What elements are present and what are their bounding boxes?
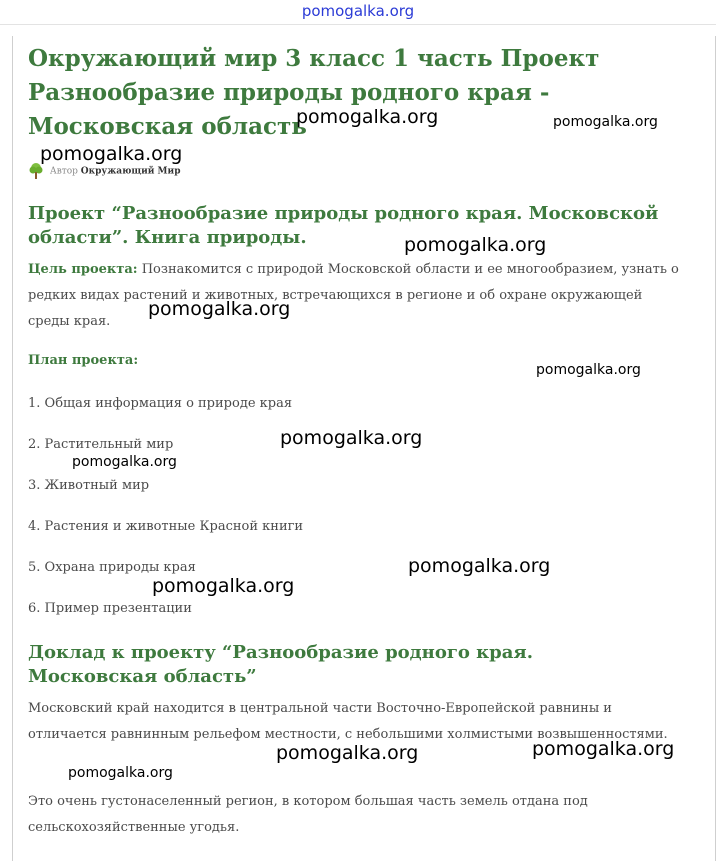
watermark-text: pomogalka.org <box>280 427 423 449</box>
watermark-text: pomogalka.org <box>276 742 419 764</box>
plan-heading <box>28 353 138 368</box>
watermark-text: pomogalka.org <box>40 143 183 165</box>
plan-item: 5. Охрана природы края <box>28 560 196 575</box>
goal-text: Познакомится с природой Московской области и ее многообразием, узнать о редких видах растений и животных, встречающихся в регионе и об охране окружающей среды края. <box>28 262 679 329</box>
project-heading: Проект “Разнообразие природы родного края. Московской области”. Книга природы. <box>28 203 659 248</box>
goal-label: Цель проекта: <box>28 262 138 277</box>
report-paragraph: Это очень густонаселенный регион, в котором большая часть земель отдана под сельскохозяйственные угодья. <box>28 794 588 835</box>
plan-item: 2. Растительный мир <box>28 437 174 452</box>
watermark-text: pomogalka.org <box>148 298 291 320</box>
plan-item: 4. Растения и животные Красной книги <box>28 519 304 534</box>
project-goal <box>28 257 688 335</box>
site-name[interactable]: pomogalka.org <box>301 2 415 20</box>
watermark-text: pomogalka.org <box>152 575 295 597</box>
plan-item: 1. Общая информация о природе края <box>28 396 293 411</box>
watermark-text: pomogalka.org <box>553 114 658 130</box>
author-label: Автор <box>49 166 78 177</box>
article-left-border <box>12 36 13 861</box>
watermark-text: pomogalka.org <box>532 738 675 760</box>
author-name[interactable]: Окружающий Мир <box>80 166 181 177</box>
watermark-text: pomogalka.org <box>404 234 547 256</box>
article-title: Окружающий мир 3 класс 1 часть Проект Разнообразие природы родного края - Московская область <box>28 45 600 140</box>
report-paragraph: Московский край находится в центральной части Восточно-Европейской равнины и отличается равнинным рельефом местности, с небольшими холмистыми возвышенностями. <box>28 701 668 742</box>
top-bar <box>0 0 716 25</box>
report-heading: Доклад к проекту “Разнообразие родного края. Московская область” <box>28 642 533 687</box>
watermark-text: pomogalka.org <box>408 555 551 577</box>
plan-item: 3. Животный мир <box>28 478 150 493</box>
plan-label: План проекта: <box>28 353 139 368</box>
watermark-text: pomogalka.org <box>72 454 177 470</box>
watermark-text: pomogalka.org <box>536 362 641 378</box>
plan-item: 6. Пример презентации <box>28 601 192 616</box>
watermark-text: pomogalka.org <box>296 106 439 128</box>
watermark-text: pomogalka.org <box>68 765 173 781</box>
